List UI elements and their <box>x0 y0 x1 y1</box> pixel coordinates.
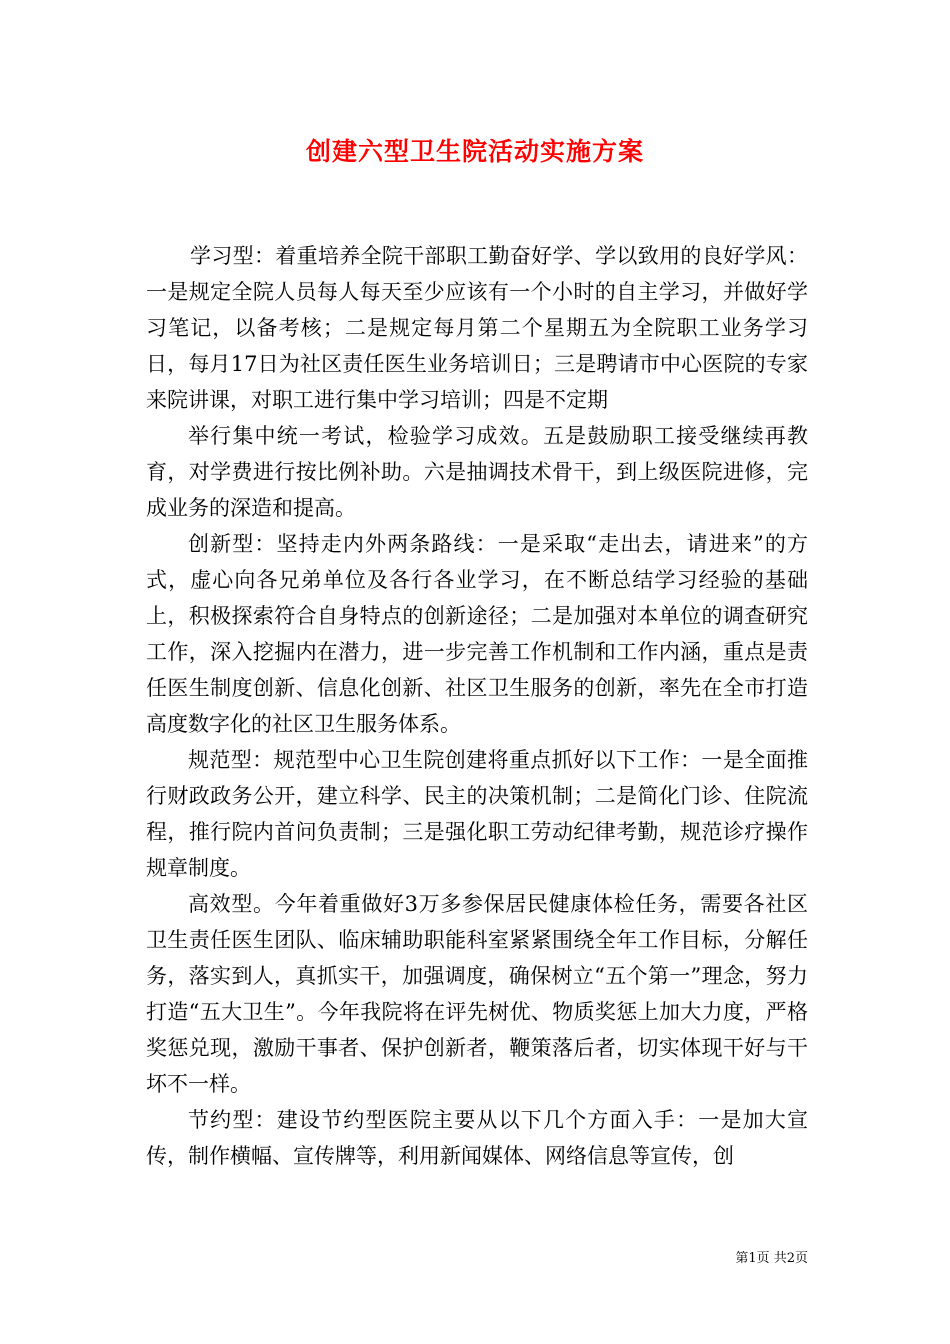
document-body <box>146 238 808 1174</box>
page-number: 第1页 共2页 <box>735 1251 808 1266</box>
paragraph-innovation: 创新型：坚持走内外两条路线：一是采取“走出去，请进来”的方式，虚心向各兄弟单位及各行各业学习，在不断总结学习经验的基础上，积极探索符合自身特点的创新途径；二是加强对本单位的调查研究工作，深入挖掘内在潜力，进一步完善工作机制和工作内涵，重点是责任医生制度创新、信息化创新、社区卫生服务的创新，率先在全市打造高度数字化的社区卫生服务体系。 <box>146 532 808 736</box>
paragraph-learning-continued: 举行集中统一考试，检验学习成效。五是鼓励职工接受继续再教育，对学费进行按比例补助。六是抽调技术骨干，到上级医院进修，完成业务的深造和提高。 <box>146 424 808 520</box>
paragraph-standardization: 规范型：规范型中心卫生院创建将重点抓好以下工作：一是全面推行财政政务公开，建立科学、民主的决策机制；二是简化门诊、住院流程，推行院内首问负责制；三是强化职工劳动纪律考勤，规范诊疗操作规章制度。 <box>146 748 808 880</box>
document-title: 创建六型卫生院活动实施方案 <box>305 137 644 166</box>
paragraph-learning: 学习型：着重培养全院干部职工勤奋好学、学以致用的良好学风：一是规定全院人员每人每天至少应该有一个小时的自主学习，并做好学习笔记，以备考核；二是规定每月第二个星期五为全院职工业务学习日，每月17日为社区责任医生业务培训日；三是聘请市中心医院的专家来院讲课，对职工进行集中学习培训；四是不定期 <box>146 244 808 412</box>
paragraph-economy: 节约型：建设节约型医院主要从以下几个方面入手：一是加大宣传，制作横幅、宣传牌等，利用新闻媒体、网络信息等宣传，创 <box>146 1108 808 1168</box>
paragraph-efficiency: 高效型。今年着重做好3万多参保居民健康体检任务，需要各社区卫生责任医生团队、临床辅助职能科室紧紧围绕全年工作目标，分解任务，落实到人，真抓实干，加强调度，确保树立“五个第一”理念，努力打造“五大卫生”。今年我院将在评先树优、物质奖惩上加大力度，严格奖惩兑现，激励干事者、保护创新者，鞭策落后者，切实体现干好与干坏不一样。 <box>146 892 808 1096</box>
